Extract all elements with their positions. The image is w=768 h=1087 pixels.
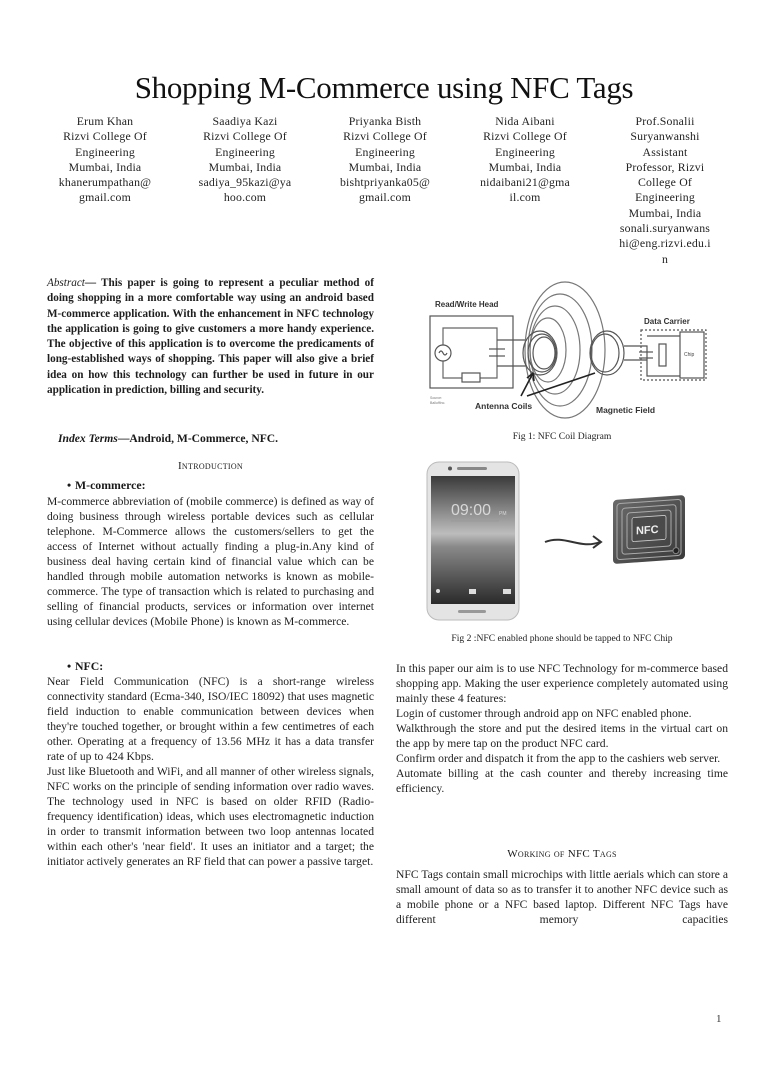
author-affiliation: Engineering bbox=[495, 144, 555, 159]
author-email: gmail.com bbox=[79, 190, 131, 205]
bullet-icon: • bbox=[67, 478, 72, 492]
author-name: Saadiya Kazi bbox=[212, 114, 278, 128]
bullet-label: NFC: bbox=[75, 659, 104, 673]
bullet-nfc bbox=[47, 659, 103, 674]
page-number: 1 bbox=[716, 1013, 722, 1025]
figure-caption-2: Fig 2 :NFC enabled phone should be tapped to NFC Chip bbox=[451, 633, 673, 644]
paragraph-nfc-1: Near Field Communication (NFC) is a short-range wireless connectivity standard (Ecma-340, ISO/IEC 18092) that uses magnetic field induction to enable communication between devices when they're touched together, or brought within a few centimetres of each other. Operating at a frequency of 13.56 MHz it has a data transfer rate of up to 424 Kbps. bbox=[47, 675, 374, 763]
label-magnetic-field: Magnetic Field bbox=[596, 405, 656, 415]
author-affiliation: Rizvi College Of bbox=[343, 129, 427, 144]
paragraph-working-nfc-tags: NFC Tags contain small microchips with little aerials which can store a small amount of data so as to transfer it to another NFC device such as a mobile phone or a NFC based laptop. Different NFC Tags have different memory capacities bbox=[396, 868, 728, 926]
author-affiliation: College Of bbox=[637, 175, 693, 190]
author-affiliation: Engineering bbox=[355, 144, 415, 159]
author-email: nidaibani21@gma bbox=[480, 175, 570, 190]
author-name: Nida Aibani bbox=[495, 114, 555, 128]
aim-intro: In this paper our aim is to use NFC Technology for m-commerce based shopping app. Making the user experience completely automated using mainly these 4 features: bbox=[396, 662, 728, 705]
author-email: gmail.com bbox=[359, 190, 411, 205]
author-email: hi@eng.rizvi.edu.i bbox=[619, 236, 711, 251]
author-location: Mumbai, India bbox=[628, 205, 702, 220]
label-chip: Chip bbox=[684, 352, 695, 358]
nfc-tag-text: NFC bbox=[636, 523, 659, 538]
author-affiliation: Rizvi College Of bbox=[203, 129, 287, 144]
author-email: khanerumpathan@ bbox=[58, 175, 152, 190]
author-affiliation: Engineering bbox=[75, 144, 135, 159]
paragraph-mcommerce: M-commerce abbreviation of (mobile commerce) is defined as way of doing business through wireless portable devices such as cellular telephone. M-Commerce allows the customers/sellers to get the access of Internet without actually finding a plug-in.Any kind of business deal having certain kind of financial value which can be handled through mobile automation networks is known as mobile-commerce. The type of transaction which is related to purchasing and selling of financial products, services or information over internet using cellular devices (Mobile Phone) is known as M-commerce. bbox=[47, 495, 374, 628]
author-email: sadiya_95kazi@ya bbox=[198, 175, 292, 190]
author-affiliation: Rizvi College Of bbox=[483, 129, 567, 144]
feature-item-1: Login of customer through android app on NFC enabled phone. bbox=[396, 707, 692, 720]
label-source: Source: bbox=[430, 396, 443, 400]
author-4 bbox=[460, 114, 590, 267]
paragraph-nfc-2: Just like Bluetooth and WiFi, and all manner of other wireless signals, NFC works on the principle of sending information over radio waves. The technology used in NFC is based on older RFID (Radio-frequency identification) ideas, which uses electromagnetic induction in order to transmit information between two loop antennas located within each other's 'near field'. It uses an initiator and a target; the initiator actively generates an RF field that can power a passive target. bbox=[47, 765, 374, 868]
index-terms-label: Index Terms bbox=[58, 432, 118, 445]
index-terms bbox=[58, 432, 278, 445]
paper-title: Shopping M-Commerce using NFC Tags bbox=[134, 70, 634, 105]
author-1 bbox=[40, 114, 170, 267]
author-location: Mumbai, India bbox=[68, 159, 142, 174]
svg-text:BalluffInc.: BalluffInc. bbox=[430, 401, 446, 405]
author-2 bbox=[180, 114, 310, 267]
bullet-icon: • bbox=[67, 659, 72, 673]
label-antenna-coils: Antenna Coils bbox=[475, 401, 533, 411]
author-email: n bbox=[661, 251, 669, 266]
author-name: Suryanwanshi bbox=[630, 129, 700, 144]
phone-tap-illustration-icon bbox=[425, 458, 715, 623]
author-location: Mumbai, India bbox=[488, 159, 562, 174]
author-location: Mumbai, India bbox=[348, 159, 422, 174]
author-title: Professor, Rizvi bbox=[625, 159, 705, 174]
label-data-carrier: Data Carrier bbox=[644, 317, 690, 326]
author-name: Prof.Sonalii bbox=[635, 114, 695, 128]
author-email: hoo.com bbox=[223, 190, 267, 205]
abstract-dash: — bbox=[84, 277, 97, 289]
author-affiliation: Engineering bbox=[635, 190, 695, 205]
author-email: bishtpriyanka05@ bbox=[339, 175, 431, 190]
author-location: Mumbai, India bbox=[208, 159, 282, 174]
index-terms-text: —Android, M-Commerce, NFC. bbox=[117, 432, 279, 445]
author-3 bbox=[320, 114, 450, 267]
author-email: sonali.suryanwans bbox=[619, 221, 711, 236]
coil-diagram-icon bbox=[415, 278, 715, 423]
author-title: Assistant bbox=[642, 144, 688, 159]
figure-nfc-coil-diagram bbox=[415, 278, 715, 423]
clock-text: 09:00 bbox=[451, 502, 492, 519]
label-rw-head: Read/Write Head bbox=[435, 300, 499, 309]
section-heading-working-nfc-tags: Working of NFC Tags bbox=[507, 848, 617, 860]
author-affiliation: Rizvi College Of bbox=[63, 129, 147, 144]
feature-item-3: Confirm order and dispatch it from the app to the cashiers web server. bbox=[396, 752, 721, 765]
feature-item-4: Automate billing at the cash counter and thereby increasing time efficiency. bbox=[396, 767, 728, 795]
svg-text:PM: PM bbox=[499, 511, 507, 517]
bullet-mcommerce bbox=[47, 478, 146, 493]
paragraph-aim bbox=[396, 661, 728, 796]
section-heading-introduction: Introduction bbox=[177, 460, 244, 472]
abstract bbox=[47, 276, 374, 398]
feature-item-2: Walkthrough the store and put the desired items in the virtual cart on the app by mere tap on the product NFC card. bbox=[396, 722, 728, 750]
figure-caption-1: Fig 1: NFC Coil Diagram bbox=[512, 431, 612, 442]
abstract-text: This paper is going to represent a peculiar method of doing shopping in a more comfortable way using an android based M-commerce application. With the enhancement in NFC technology the application is going to give customers a more handy experience. The objective of this application is to overcome the predicaments of long-established ways of shopping. This paper will also give a brief idea on how this technology can further be used in future in our application in prediction, billing and security. bbox=[47, 277, 374, 397]
figure-nfc-phone-tap bbox=[425, 458, 715, 623]
bullet-label: M-commerce: bbox=[75, 478, 146, 492]
author-block bbox=[40, 114, 730, 267]
author-name: Priyanka Bisth bbox=[348, 114, 422, 128]
paragraph-nfc bbox=[47, 674, 374, 869]
author-name: Erum Khan bbox=[76, 114, 134, 128]
author-email: il.com bbox=[509, 190, 541, 205]
author-5 bbox=[600, 114, 730, 267]
abstract-label: Abstract bbox=[47, 277, 85, 289]
author-affiliation: Engineering bbox=[215, 144, 275, 159]
